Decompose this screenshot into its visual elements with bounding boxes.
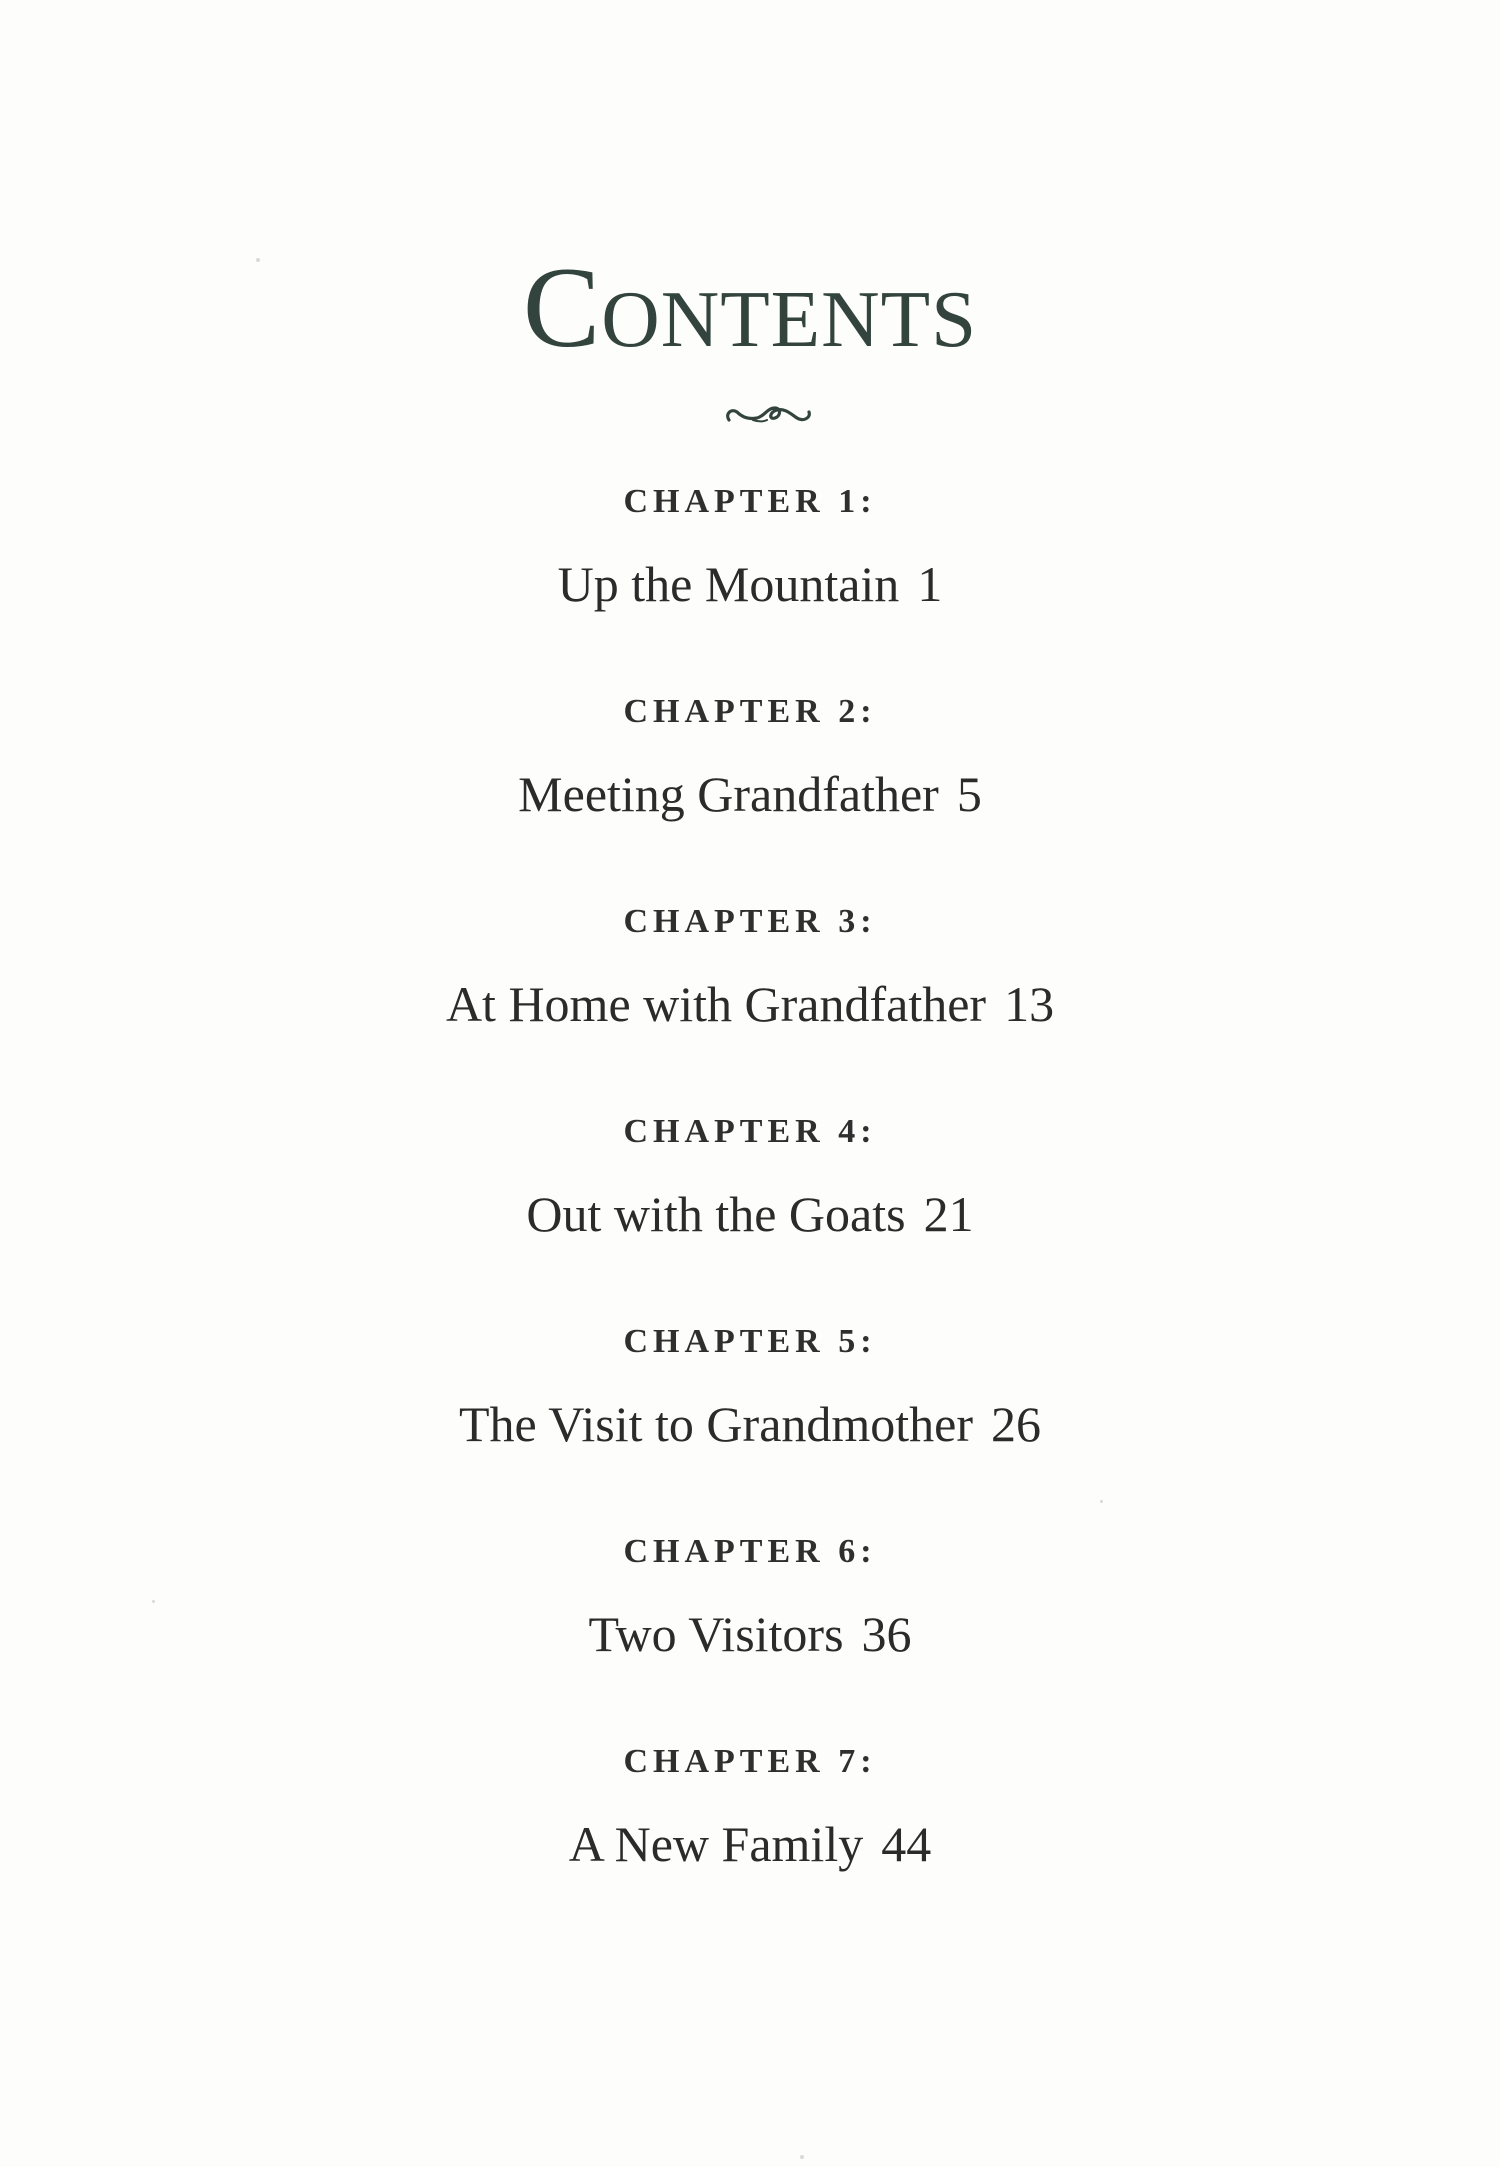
chapter-title: At Home with Grandfather xyxy=(445,976,987,1032)
chapter-page-number: 26 xyxy=(991,1396,1042,1452)
chapter-label: CHAPTER 5: xyxy=(623,1323,877,1360)
toc-entry-4[interactable] xyxy=(0,1112,1500,1242)
toc-entry-5[interactable] xyxy=(0,1322,1500,1452)
chapter-page-number: 1 xyxy=(917,556,943,612)
chapter-title: Out with the Goats xyxy=(526,1186,906,1242)
chapter-title: Two Visitors xyxy=(588,1606,844,1662)
chapter-title-line xyxy=(0,976,1500,1032)
chapter-page-number: 36 xyxy=(861,1606,912,1662)
chapter-label: CHAPTER 3: xyxy=(623,903,877,940)
chapter-title-line xyxy=(0,556,1500,612)
scan-speck xyxy=(800,2155,804,2159)
toc-entry-7[interactable] xyxy=(0,1742,1500,1872)
chapter-label: CHAPTER 7: xyxy=(623,1743,877,1780)
chapter-title-line xyxy=(0,1186,1500,1242)
chapter-page-number: 5 xyxy=(956,766,982,822)
page-title: Contents xyxy=(522,244,978,372)
chapter-label: CHAPTER 1: xyxy=(623,483,877,520)
chapter-label: CHAPTER 6: xyxy=(623,1533,877,1570)
chapter-title-line xyxy=(0,1816,1500,1872)
chapter-title: The Visit to Grandmother xyxy=(458,1396,974,1452)
chapter-page-number: 44 xyxy=(881,1816,932,1872)
chapter-page-number: 13 xyxy=(1004,976,1055,1032)
chapter-title: Meeting Grandfather xyxy=(518,766,939,822)
chapter-title-line xyxy=(0,1606,1500,1662)
chapter-label: CHAPTER 2: xyxy=(623,693,877,730)
toc-entry-6[interactable] xyxy=(0,1532,1500,1662)
chapter-page-number: 21 xyxy=(923,1186,974,1242)
scan-speck xyxy=(1100,1500,1103,1503)
scan-speck xyxy=(256,258,260,262)
chapter-title-line xyxy=(0,1396,1500,1452)
toc-entry-3[interactable] xyxy=(0,902,1500,1032)
chapter-title: A New Family xyxy=(568,1816,864,1872)
chapter-title: Up the Mountain xyxy=(557,556,900,612)
toc-entry-2[interactable] xyxy=(0,692,1500,822)
chapter-title-line xyxy=(0,766,1500,822)
chapter-label: CHAPTER 4: xyxy=(623,1113,877,1150)
flourish-icon xyxy=(723,398,815,432)
scan-speck xyxy=(152,1600,155,1603)
toc-entry-1[interactable] xyxy=(0,482,1500,612)
